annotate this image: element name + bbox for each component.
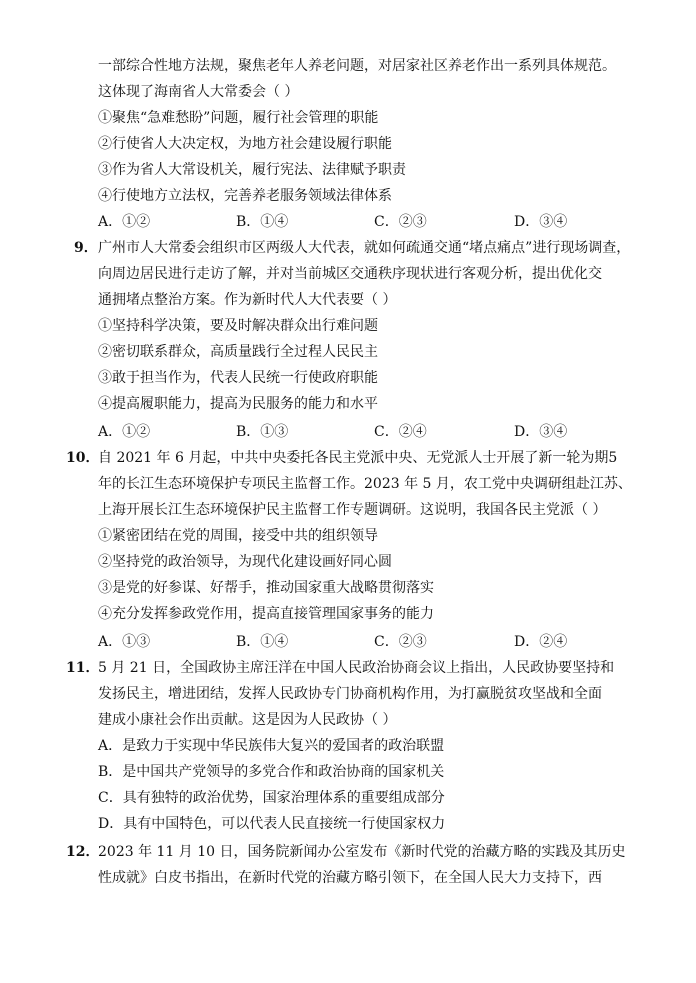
q9-choice-c[interactable]: C．②④ (374, 424, 427, 440)
q9-choice-b[interactable]: B．①③ (236, 424, 289, 440)
q9-choice-d[interactable]: D．③④ (514, 424, 568, 440)
q10-item-4: ④充分发挥参政党作用，提高直接管理国家事务的能力 (98, 606, 434, 622)
q9-item-3: ③敢于担当作为，代表人民统一行使政府职能 (98, 370, 378, 386)
q9-number: 9． (74, 240, 98, 256)
q12-line-2: 性成就》白皮书指出，在新时代党的治藏方略引领下，在全国人民大力支持下，西 (98, 870, 602, 886)
q10-choice-d[interactable]: D．②④ (514, 634, 568, 650)
q11-choice-a[interactable]: A．是致力于实现中华民族伟大复兴的爱国者的政治联盟 (98, 738, 445, 754)
q8-line-2: 这体现了海南省人大常委会（ ） (98, 84, 299, 100)
q9-line-1: 广州市人大常委会组织市区两级人大代表，就如何疏通交通“堵点痛点”进行现场调查， (98, 240, 631, 256)
q11-choice-c[interactable]: C．具有独特的政治优势，国家治理体系的重要组成部分 (98, 790, 445, 806)
q12-line-1: 2023 年 11 月 10 日，国务院新闻办公室发布《新时代党的治藏方略的实践及其历史 (98, 844, 626, 860)
q10-item-2: ②坚持党的政治领导，为现代化建设画好同心圆 (98, 554, 392, 570)
q10-item-1: ①紧密团结在党的周围，接受中共的组织领导 (98, 528, 378, 544)
q10-choice-b[interactable]: B．①④ (236, 634, 289, 650)
q11-number: 11． (66, 660, 100, 676)
q10-line-1: 自 2021 年 6 月起，中共中央委托各民主党派中央、无党派人士开展了新一轮为期5 (98, 450, 618, 466)
q9-item-2: ②密切联系群众，高质量践行全过程人民民主 (98, 344, 378, 360)
q8-choice-d[interactable]: D．③④ (514, 214, 568, 230)
q9-line-2: 向周边居民进行走访了解，并对当前城区交通秩序现状进行客观分析，提出优化交 (98, 266, 602, 282)
q10-item-3: ③是党的好参谋、好帮手，推动国家重大战略贯彻落实 (98, 580, 434, 596)
q10-line-2: 年的长江生态环境保护专项民主监督工作。2023 年 5 月，农工党中央调研组赴江苏、 (98, 476, 632, 492)
q10-choice-c[interactable]: C．②③ (374, 634, 427, 650)
q10-choice-a[interactable]: A．①③ (98, 634, 151, 650)
q8-line-1: 一部综合性地方法规，聚焦老年人养老问题，对居家社区养老作出一系列具体规范。 (98, 58, 616, 74)
q9-item-1: ①坚持科学决策，要及时解决群众出行难问题 (98, 318, 378, 334)
q8-choice-a[interactable]: A．①② (98, 214, 151, 230)
q11-line-3: 建成小康社会作出贡献。这是因为人民政协（ ） (98, 712, 397, 728)
q8-item-2: ②行使省人大决定权，为地方社会建设履行职能 (98, 136, 392, 152)
q12-number: 12． (66, 844, 100, 860)
q8-choice-b[interactable]: B．①④ (236, 214, 289, 230)
q11-choice-b[interactable]: B．是中国共产党领导的多党合作和政治协商的国家机关 (98, 764, 445, 780)
q9-item-4: ④提高履职能力，提高为民服务的能力和水平 (98, 396, 378, 412)
q8-item-3: ③作为省人大常设机关，履行宪法、法律赋予职责 (98, 162, 406, 178)
q9-line-3: 通拥堵点整治方案。作为新时代人大代表要（ ） (98, 292, 397, 308)
q9-choice-a[interactable]: A．①② (98, 424, 151, 440)
q11-line-2: 发扬民主，增进团结，发挥人民政协专门协商机构作用，为打赢脱贫攻坚战和全面 (98, 686, 602, 702)
q8-item-4: ④行使地方立法权，完善养老服务领域法律体系 (98, 188, 392, 204)
q10-number: 10． (66, 450, 100, 466)
q10-line-3: 上海开展长江生态环境保护民主监督工作专题调研。这说明，我国各民主党派（ ） (98, 502, 607, 518)
q8-choice-c[interactable]: C．②③ (374, 214, 427, 230)
q8-item-1: ①聚焦“急难愁盼”问题，履行社会管理的职能 (98, 110, 379, 126)
q11-choice-d[interactable]: D．具有中国特色，可以代表人民直接统一行使国家权力 (98, 816, 446, 832)
q11-line-1: 5 月 21 日，全国政协主席汪洋在中国人民政治协商会议上指出，人民政协要坚持和 (98, 660, 615, 676)
